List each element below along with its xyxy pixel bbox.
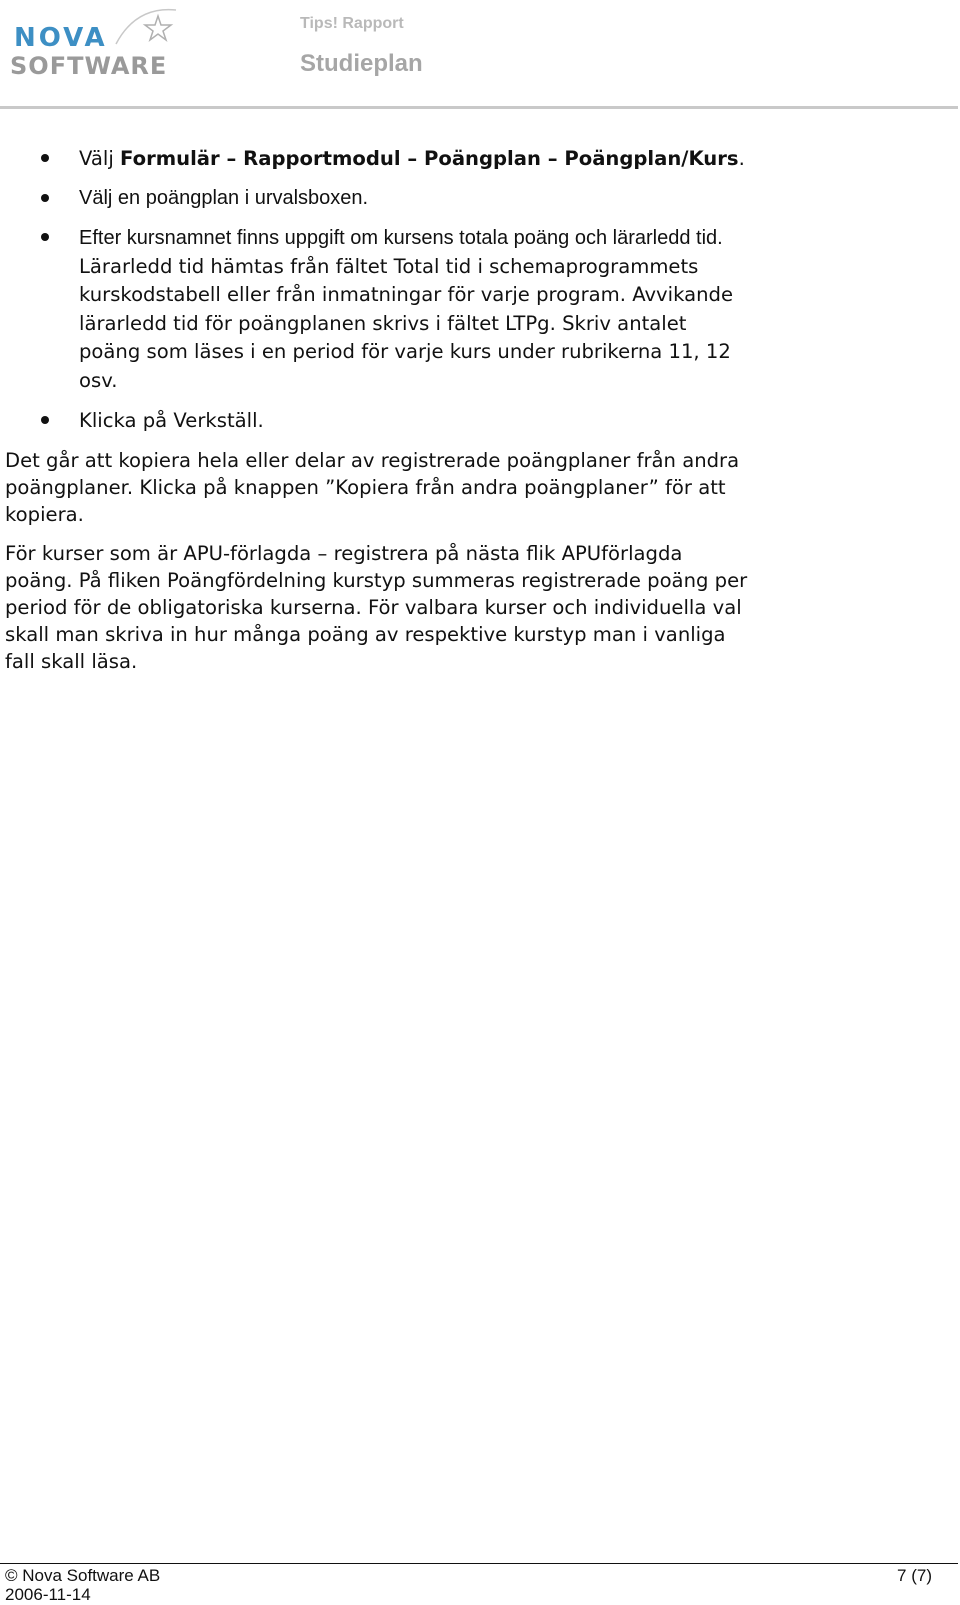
list-item — [5, 224, 750, 395]
menu-path: Formulär – Rapportmodul – Poängplan – Poängplan/Kurs — [120, 147, 739, 170]
logo-nova-text: NOVA — [14, 23, 108, 53]
footer-date: 2006-11-14 — [5, 1585, 91, 1604]
list-item — [5, 145, 750, 173]
footer-copyright: © Nova Software AB — [5, 1566, 161, 1585]
list-text-continued: Lärarledd tid hämtas från fältet Total tid i schemaprogrammets kurskodstabell eller från inmatningar för varje program. Avvikande lärarledd tid för poängplanen skrivs i fältet LTPg. Skriv antalet poäng som läses i en period för varje kurs under rubrikerna 11, 12 osv. — [79, 254, 733, 392]
list-item — [5, 407, 750, 435]
bullet-icon — [41, 233, 49, 241]
footer-page-number: 7 (7) — [897, 1566, 932, 1585]
bullet-icon — [41, 154, 49, 162]
bullet-icon — [41, 416, 49, 424]
header-kicker: Tips! Rapport — [300, 15, 404, 32]
instruction-list — [5, 145, 750, 435]
list-text-suffix: . — [738, 147, 745, 170]
paragraph-apu: För kurser som är APU-förlagda – registrera på nästa flik APUförlagda poäng. På fliken Poängfördelning kurstyp summeras registrerade poäng per period för de obligatoriska kurserna. För valbara kurser och individuella val skall man skriva in hur många poäng av respektive kurstyp man i vanliga fall skall läsa. — [5, 541, 748, 673]
footer-divider — [0, 1563, 958, 1564]
header-divider — [0, 106, 958, 109]
page-title: Studieplan — [300, 50, 423, 77]
nova-software-logo — [8, 4, 198, 78]
list-text: Efter kursnamnet finns uppgift om kursens totala poäng och lärarledd tid. — [79, 227, 723, 249]
list-text: Välj en poängplan i urvalsboxen. — [79, 186, 369, 209]
list-item — [5, 185, 750, 213]
bullet-icon — [41, 194, 49, 202]
list-text: Klicka på Verkställ. — [79, 409, 264, 432]
paragraph-copy: Det går att kopiera hela eller delar av registrerade poängplaner från andra poängplaner. Klicka på knappen ”Kopiera från andra poängplaner” för att kopiera. — [5, 448, 740, 526]
logo-software-text: SOFTWARE — [10, 52, 168, 78]
document-body — [5, 145, 750, 675]
list-text: Välj — [79, 147, 121, 170]
